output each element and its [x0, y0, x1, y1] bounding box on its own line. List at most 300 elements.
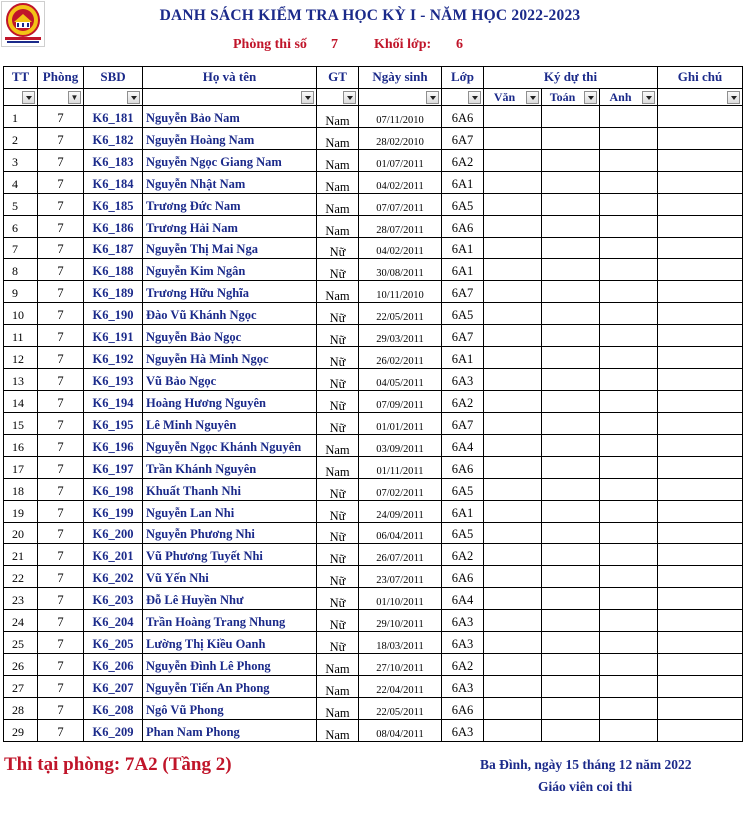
cell-gender	[317, 544, 359, 566]
cell-dob: 28/07/2011	[359, 215, 442, 237]
grade-value: 6	[456, 37, 463, 52]
cell-note[interactable]	[658, 544, 743, 566]
cell-room: 7	[38, 215, 84, 237]
cell-tt: 22	[4, 566, 38, 588]
cell-sig-anh[interactable]	[600, 588, 658, 610]
table-row	[4, 149, 743, 171]
cell-sig-anh[interactable]	[600, 610, 658, 632]
cell-tt: 3	[4, 149, 38, 171]
cell-note[interactable]	[658, 500, 743, 522]
gender-value: Nữ	[329, 267, 346, 281]
cell-note[interactable]	[658, 325, 743, 347]
cell-room: 7	[38, 719, 84, 741]
cell-sig-toan[interactable]	[542, 325, 600, 347]
cell-class: 6A2	[442, 149, 484, 171]
cell-sig-anh[interactable]	[600, 281, 658, 303]
cell-sbd: K6_201	[84, 544, 143, 566]
cell-name: Nguyễn Tiến An Phong	[143, 675, 317, 697]
cell-tt: 9	[4, 281, 38, 303]
cell-name: Đỗ Lê Huyền Như	[143, 588, 317, 610]
cell-dob: 04/02/2011	[359, 237, 442, 259]
cell-note[interactable]	[658, 127, 743, 149]
cell-sig-anh[interactable]	[600, 412, 658, 434]
cell-tt: 11	[4, 325, 38, 347]
cell-note[interactable]	[658, 347, 743, 369]
cell-class: 6A5	[442, 522, 484, 544]
cell-room: 7	[38, 566, 84, 588]
cell-sig-van[interactable]	[484, 390, 542, 412]
cell-tt: 24	[4, 610, 38, 632]
document-title: DANH SÁCH KIỂM TRA HỌC KỲ I - NĂM HỌC 2022-2023	[159, 7, 581, 24]
cell-name: Trương Hữu Nghĩa	[143, 281, 317, 303]
gender-value: Nữ	[329, 640, 346, 654]
cell-sig-anh[interactable]	[600, 522, 658, 544]
cell-sig-toan[interactable]	[542, 632, 600, 654]
cell-sig-van[interactable]	[484, 127, 542, 149]
cell-sig-toan[interactable]	[542, 544, 600, 566]
col-header-room: Phòng	[38, 67, 84, 89]
cell-class: 6A1	[442, 500, 484, 522]
filter-dropdown-name[interactable]	[301, 91, 314, 104]
cell-sig-van[interactable]	[484, 566, 542, 588]
filter-dropdown-sbd[interactable]	[127, 91, 140, 104]
gender-value: Nam	[325, 157, 350, 172]
filter-dropdown-dob[interactable]	[426, 91, 439, 104]
cell-sig-van[interactable]	[484, 106, 542, 128]
col-header-name: Họ và tên	[143, 67, 317, 89]
table-row	[4, 281, 743, 303]
cell-sig-van[interactable]	[484, 632, 542, 654]
cell-note[interactable]	[658, 215, 743, 237]
cell-class: 6A4	[442, 588, 484, 610]
cell-note[interactable]	[658, 106, 743, 128]
cell-dob: 07/11/2010	[359, 106, 442, 128]
cell-name: Hoàng Hương Nguyên	[143, 390, 317, 412]
cell-sig-van[interactable]	[484, 434, 542, 456]
col-header-sbd: SBD	[84, 67, 143, 89]
gender-value: Nam	[325, 113, 350, 128]
cell-sbd: K6_185	[84, 193, 143, 215]
cell-gender	[317, 588, 359, 610]
cell-note[interactable]	[658, 610, 743, 632]
cell-gender	[317, 171, 359, 193]
gender-value: Nữ	[329, 311, 346, 325]
cell-dob: 06/04/2011	[359, 522, 442, 544]
dropdown-arrow-icon	[472, 96, 478, 100]
cell-note[interactable]	[658, 412, 743, 434]
cell-name: Khuất Thanh Nhi	[143, 478, 317, 500]
filter-dropdown-note[interactable]	[727, 91, 740, 104]
cell-dob: 29/03/2011	[359, 325, 442, 347]
cell-note[interactable]	[658, 654, 743, 676]
cell-name: Nguyễn Ngọc Khánh Nguyên	[143, 434, 317, 456]
cell-note[interactable]	[658, 303, 743, 325]
cell-dob: 10/11/2010	[359, 281, 442, 303]
cell-sbd: K6_184	[84, 171, 143, 193]
cell-note[interactable]	[658, 369, 743, 391]
cell-note[interactable]	[658, 434, 743, 456]
cell-sig-anh[interactable]	[600, 456, 658, 478]
cell-dob: 01/10/2011	[359, 588, 442, 610]
cell-sig-anh[interactable]	[600, 259, 658, 281]
gender-value: Nữ	[329, 420, 346, 435]
cell-sbd: K6_205	[84, 632, 143, 654]
cell-name: Lường Thị Kiều Oanh	[143, 632, 317, 654]
cell-room: 7	[38, 434, 84, 456]
cell-dob: 27/10/2011	[359, 654, 442, 676]
cell-sig-toan[interactable]	[542, 412, 600, 434]
cell-sig-anh[interactable]	[600, 500, 658, 522]
cell-sig-van[interactable]	[484, 347, 542, 369]
cell-note[interactable]	[658, 697, 743, 719]
filter-dropdown-toan[interactable]	[584, 91, 597, 104]
cell-tt: 1	[4, 106, 38, 128]
cell-sig-anh[interactable]	[600, 478, 658, 500]
dropdown-arrow-icon	[305, 96, 311, 100]
cell-sig-toan[interactable]	[542, 347, 600, 369]
cell-sig-toan[interactable]	[542, 500, 600, 522]
cell-sig-van[interactable]	[484, 478, 542, 500]
cell-room: 7	[38, 654, 84, 676]
cell-class: 6A6	[442, 215, 484, 237]
cell-note[interactable]	[658, 675, 743, 697]
cell-gender	[317, 456, 359, 478]
cell-name: Nguyễn Đình Lê Phong	[143, 654, 317, 676]
cell-sig-anh[interactable]	[600, 149, 658, 171]
cell-tt: 18	[4, 478, 38, 500]
cell-sig-toan[interactable]	[542, 610, 600, 632]
cell-note[interactable]	[658, 281, 743, 303]
cell-sig-anh[interactable]	[600, 106, 658, 128]
cell-sig-toan[interactable]	[542, 171, 600, 193]
cell-sig-toan[interactable]	[542, 281, 600, 303]
cell-gender	[317, 215, 359, 237]
cell-name: Trần Khánh Nguyên	[143, 456, 317, 478]
cell-note[interactable]	[658, 237, 743, 259]
col-header-tt: TT	[4, 67, 38, 89]
cell-sig-toan[interactable]	[542, 675, 600, 697]
cell-sig-anh[interactable]	[600, 325, 658, 347]
cell-note[interactable]	[658, 566, 743, 588]
cell-sig-van[interactable]	[484, 281, 542, 303]
col-header-signature: Ký dự thi	[484, 67, 658, 89]
col-header-gender: GT	[317, 67, 359, 89]
cell-sig-anh[interactable]	[600, 632, 658, 654]
cell-gender	[317, 149, 359, 171]
cell-dob: 23/07/2011	[359, 566, 442, 588]
cell-note[interactable]	[658, 149, 743, 171]
gender-value: Nữ	[329, 245, 346, 259]
cell-room: 7	[38, 544, 84, 566]
cell-note[interactable]	[658, 259, 743, 281]
cell-name: Lê Minh Nguyên	[143, 412, 317, 434]
cell-tt: 16	[4, 434, 38, 456]
cell-dob: 07/02/2011	[359, 478, 442, 500]
cell-gender	[317, 127, 359, 149]
cell-class: 6A3	[442, 719, 484, 741]
cell-note[interactable]	[658, 478, 743, 500]
gender-value: Nữ	[329, 552, 346, 566]
cell-class: 6A3	[442, 610, 484, 632]
cell-room: 7	[38, 127, 84, 149]
cell-name: Đào Vũ Khánh Ngọc	[143, 303, 317, 325]
cell-name: Vũ Phương Tuyết Nhi	[143, 544, 317, 566]
cell-tt: 13	[4, 369, 38, 391]
cell-sbd: K6_191	[84, 325, 143, 347]
cell-sig-van[interactable]	[484, 588, 542, 610]
cell-sig-toan[interactable]	[542, 522, 600, 544]
cell-sig-van[interactable]	[484, 412, 542, 434]
cell-sig-van[interactable]	[484, 149, 542, 171]
dropdown-arrow-icon	[26, 96, 32, 100]
cell-sig-van[interactable]	[484, 719, 542, 741]
cell-sig-anh[interactable]	[600, 303, 658, 325]
cell-note[interactable]	[658, 171, 743, 193]
cell-sig-toan[interactable]	[542, 193, 600, 215]
cell-name: Vũ Bảo Ngọc	[143, 369, 317, 391]
cell-dob: 22/05/2011	[359, 303, 442, 325]
cell-sig-anh[interactable]	[600, 434, 658, 456]
cell-sig-van[interactable]	[484, 303, 542, 325]
table-row	[4, 412, 743, 434]
gender-value: Nam	[325, 179, 350, 194]
cell-sig-van[interactable]	[484, 171, 542, 193]
filter-dropdown-class[interactable]	[468, 91, 481, 104]
filter-dropdown-van[interactable]	[526, 91, 539, 104]
dropdown-arrow-icon	[731, 96, 737, 100]
cell-sig-van[interactable]	[484, 654, 542, 676]
cell-sig-toan[interactable]	[542, 303, 600, 325]
sig-toan-label: Toán	[549, 90, 576, 104]
cell-sig-van[interactable]	[484, 610, 542, 632]
cell-class: 6A5	[442, 193, 484, 215]
cell-sbd: K6_192	[84, 347, 143, 369]
dropdown-arrow-icon	[530, 96, 536, 100]
cell-sbd: K6_186	[84, 215, 143, 237]
cell-sig-van[interactable]	[484, 675, 542, 697]
cell-name: Nguyễn Hà Minh Ngọc	[143, 347, 317, 369]
cell-sig-anh[interactable]	[600, 390, 658, 412]
cell-class: 6A1	[442, 347, 484, 369]
cell-sig-anh[interactable]	[600, 193, 658, 215]
cell-sig-van[interactable]	[484, 456, 542, 478]
cell-gender	[317, 303, 359, 325]
cell-note[interactable]	[658, 193, 743, 215]
cell-tt: 4	[4, 171, 38, 193]
cell-dob: 26/02/2011	[359, 347, 442, 369]
cell-note[interactable]	[658, 390, 743, 412]
cell-note[interactable]	[658, 522, 743, 544]
cell-gender	[317, 193, 359, 215]
table-row	[4, 259, 743, 281]
cell-sig-toan[interactable]	[542, 456, 600, 478]
cell-name: Phan Nam Phong	[143, 719, 317, 741]
gender-value: Nam	[325, 201, 350, 216]
cell-dob: 26/07/2011	[359, 544, 442, 566]
table-row	[4, 215, 743, 237]
cell-gender	[317, 259, 359, 281]
cell-sbd: K6_200	[84, 522, 143, 544]
cell-dob: 03/09/2011	[359, 434, 442, 456]
cell-sig-anh[interactable]	[600, 347, 658, 369]
cell-sbd: K6_196	[84, 434, 143, 456]
cell-room: 7	[38, 325, 84, 347]
cell-sig-anh[interactable]	[600, 654, 658, 676]
filter-dropdown-gender[interactable]	[343, 91, 356, 104]
cell-class: 6A6	[442, 566, 484, 588]
cell-sig-anh[interactable]	[600, 566, 658, 588]
cell-gender	[317, 610, 359, 632]
cell-name: Nguyễn Nhật Nam	[143, 171, 317, 193]
cell-sig-van[interactable]	[484, 697, 542, 719]
cell-sig-toan[interactable]	[542, 434, 600, 456]
cell-class: 6A7	[442, 281, 484, 303]
col-header-class: Lớp	[442, 67, 484, 89]
gender-value: Nam	[325, 727, 350, 742]
cell-class: 6A4	[442, 434, 484, 456]
cell-sig-toan[interactable]	[542, 719, 600, 741]
cell-sig-toan[interactable]	[542, 259, 600, 281]
cell-sig-anh[interactable]	[600, 697, 658, 719]
dropdown-arrow-icon	[430, 96, 436, 100]
cell-sbd: K6_190	[84, 303, 143, 325]
cell-sig-anh[interactable]	[600, 719, 658, 741]
cell-dob: 04/05/2011	[359, 369, 442, 391]
cell-sig-anh[interactable]	[600, 675, 658, 697]
cell-tt: 26	[4, 654, 38, 676]
cell-dob: 28/02/2010	[359, 127, 442, 149]
cell-room: 7	[38, 478, 84, 500]
cell-sig-van[interactable]	[484, 325, 542, 347]
gender-value: Nữ	[329, 355, 346, 369]
cell-sbd: K6_198	[84, 478, 143, 500]
room-label: Phòng thi số	[233, 37, 307, 52]
gender-value: Nữ	[329, 530, 346, 544]
cell-sig-toan[interactable]	[542, 654, 600, 676]
cell-sig-toan[interactable]	[542, 149, 600, 171]
cell-room: 7	[38, 412, 84, 434]
cell-sig-van[interactable]	[484, 193, 542, 215]
table-row	[4, 522, 743, 544]
cell-tt: 25	[4, 632, 38, 654]
cell-name: Nguyễn Bảo Nam	[143, 106, 317, 128]
cell-gender	[317, 106, 359, 128]
cell-class: 6A2	[442, 390, 484, 412]
gender-value: Nam	[325, 464, 350, 479]
col-header-note: Ghi chú	[658, 67, 743, 89]
cell-room: 7	[38, 303, 84, 325]
table-row	[4, 697, 743, 719]
cell-sig-toan[interactable]	[542, 127, 600, 149]
cell-sig-anh[interactable]	[600, 544, 658, 566]
gender-value: Nam	[325, 683, 350, 698]
cell-room: 7	[38, 106, 84, 128]
cell-sig-toan[interactable]	[542, 106, 600, 128]
cell-tt: 2	[4, 127, 38, 149]
cell-sig-toan[interactable]	[542, 478, 600, 500]
cell-room: 7	[38, 149, 84, 171]
cell-sig-toan[interactable]	[542, 588, 600, 610]
cell-gender	[317, 697, 359, 719]
cell-sig-toan[interactable]	[542, 237, 600, 259]
cell-dob: 22/04/2011	[359, 675, 442, 697]
cell-sig-toan[interactable]	[542, 215, 600, 237]
cell-name: Nguyễn Hoàng Nam	[143, 127, 317, 149]
cell-note[interactable]	[658, 456, 743, 478]
cell-sig-toan[interactable]	[542, 390, 600, 412]
gender-value: Nữ	[329, 398, 346, 413]
cell-note[interactable]	[658, 588, 743, 610]
cell-sig-van[interactable]	[484, 259, 542, 281]
cell-class: 6A3	[442, 632, 484, 654]
cell-sig-anh[interactable]	[600, 171, 658, 193]
cell-note[interactable]	[658, 719, 743, 741]
cell-tt: 7	[4, 237, 38, 259]
cell-sig-anh[interactable]	[600, 127, 658, 149]
cell-sbd: K6_202	[84, 566, 143, 588]
cell-dob: 04/02/2011	[359, 171, 442, 193]
cell-sbd: K6_183	[84, 149, 143, 171]
cell-dob: 22/05/2011	[359, 697, 442, 719]
table-row	[4, 588, 743, 610]
cell-room: 7	[38, 281, 84, 303]
cell-sig-van[interactable]	[484, 215, 542, 237]
cell-sig-van[interactable]	[484, 369, 542, 391]
cell-room: 7	[38, 259, 84, 281]
gender-value: Nữ	[329, 618, 346, 632]
filter-dropdown-tt[interactable]	[22, 91, 35, 104]
cell-sig-toan[interactable]	[542, 369, 600, 391]
gender-value: Nữ	[329, 486, 346, 501]
cell-note[interactable]	[658, 632, 743, 654]
header-row	[4, 67, 743, 89]
cell-room: 7	[38, 193, 84, 215]
table-row	[4, 127, 743, 149]
table-row	[4, 390, 743, 412]
cell-tt: 6	[4, 215, 38, 237]
cell-class: 6A2	[442, 544, 484, 566]
cell-sig-van[interactable]	[484, 500, 542, 522]
filter-dropdown-anh[interactable]	[642, 91, 655, 104]
cell-sig-anh[interactable]	[600, 237, 658, 259]
cell-sbd: K6_187	[84, 237, 143, 259]
cell-sbd: K6_194	[84, 390, 143, 412]
cell-sig-van[interactable]	[484, 237, 542, 259]
cell-sig-toan[interactable]	[542, 566, 600, 588]
cell-dob: 07/09/2011	[359, 390, 442, 412]
gender-value: Nam	[325, 135, 350, 150]
cell-tt: 12	[4, 347, 38, 369]
proctor-signature-label: Giáo viên coi thi	[538, 779, 633, 794]
cell-name: Nguyễn Thị Mai Nga	[143, 237, 317, 259]
cell-sig-van[interactable]	[484, 544, 542, 566]
exam-place: Thi tại phòng: 7A2 (Tầng 2)	[4, 754, 232, 775]
cell-sig-anh[interactable]	[600, 215, 658, 237]
cell-sig-anh[interactable]	[600, 369, 658, 391]
table-row	[4, 632, 743, 654]
cell-sig-toan[interactable]	[542, 697, 600, 719]
cell-gender	[317, 390, 359, 412]
cell-name: Trương Hải Nam	[143, 215, 317, 237]
cell-sbd: K6_207	[84, 675, 143, 697]
cell-class: 6A7	[442, 127, 484, 149]
filter-dropdown-room[interactable]	[68, 91, 81, 104]
cell-gender	[317, 237, 359, 259]
cell-tt: 20	[4, 522, 38, 544]
cell-sbd: K6_206	[84, 654, 143, 676]
cell-sig-van[interactable]	[484, 522, 542, 544]
cell-name: Trương Đức Nam	[143, 193, 317, 215]
